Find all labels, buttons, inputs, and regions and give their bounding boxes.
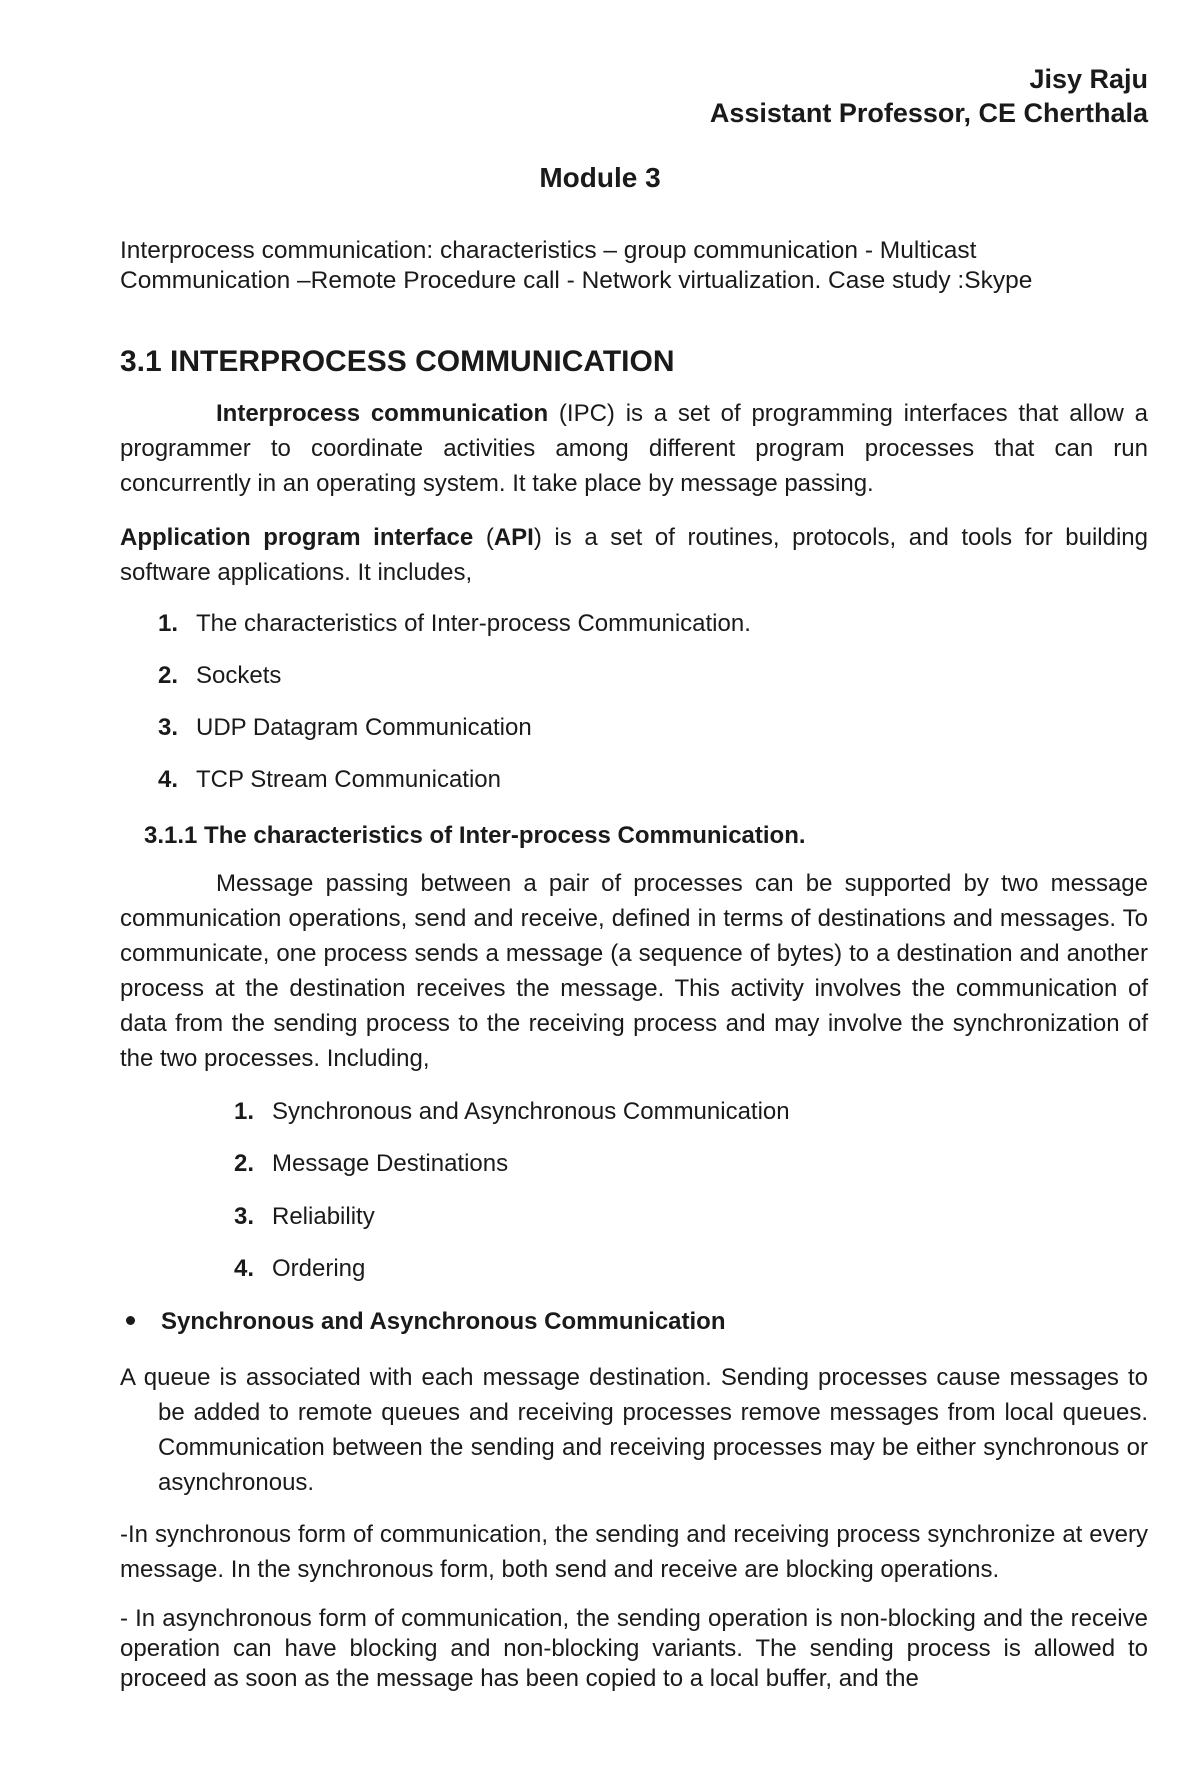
subsection-heading: 3.1.1 The characteristics of Inter-process Communication. <box>144 822 806 849</box>
api-bold-abbr: API <box>493 524 534 551</box>
syllabus-line-2: Communication –Remote Procedure call - Network virtualization. Case study :Skype <box>120 267 1033 294</box>
syllabus-line-1: Interprocess communication: characteristics – group communication - Multicast <box>120 237 977 264</box>
list-item-number: 1. <box>158 610 179 637</box>
list-item-text: Synchronous and Asynchronous Communication <box>272 1098 790 1125</box>
bullet-heading: Synchronous and Asynchronous Communication <box>161 1308 726 1335</box>
ipc-bold-term: Interprocess communication <box>216 400 549 427</box>
bullet-heading-row <box>120 1308 726 1336</box>
list-item-number: 2. <box>234 1150 255 1177</box>
ipc-paragraph <box>120 396 1148 501</box>
list-item-text: Reliability <box>272 1203 375 1230</box>
list-item <box>158 608 751 640</box>
list-item-text: Sockets <box>196 662 282 689</box>
api-paren-open: ( <box>473 524 494 551</box>
author-title: Assistant Professor, CE Cherthala <box>709 98 1148 128</box>
ipc-paragraph-text: (IPC) is a set of programming interfaces that allow a programmer to coordinate activities among different program processes that can run concurrently in an operating system. It take place by message passing. <box>120 400 1148 497</box>
api-paragraph-text: ) is a set of routines, protocols, and tools for building software applications. It includes, <box>120 524 1149 586</box>
list-item-text: TCP Stream Communication <box>196 766 501 793</box>
list-item <box>234 1096 790 1128</box>
list-item-number: 4. <box>234 1255 255 1282</box>
synchronous-paragraph: -In synchronous form of communication, the sending and receiving process synchronize at every message. In the synchronous form, both send and receive are blocking operations. <box>120 1521 1148 1583</box>
list-item-number: 4. <box>158 766 179 793</box>
list-item <box>158 660 281 692</box>
list-item-number: 3. <box>234 1203 255 1230</box>
list-item-number: 1. <box>234 1098 255 1125</box>
list-item-text: UDP Datagram Communication <box>196 714 532 741</box>
list-item-text: Ordering <box>272 1255 366 1282</box>
list-item-text: Message Destinations <box>272 1150 509 1177</box>
queue-paragraph: A queue is associated with each message destination. Sending processes cause messages to be added to remote queues and receiving processes remove messages from local queues. Communication between the sending and receiving processes may be either synchronous or asynchronous. <box>120 1364 1148 1496</box>
asynchronous-paragraph: - In asynchronous form of communication, the sending operation is non-blocking and the receive operation can have blocking and non-blocking variants. The sending process is allowed to proceed as soon as the message has been copied to a local buffer, and the <box>120 1605 1148 1692</box>
list-item-number: 2. <box>158 662 179 689</box>
list-item <box>234 1201 375 1233</box>
list-item <box>234 1253 365 1285</box>
section-heading: 3.1 INTERPROCESS COMMUNICATION <box>120 345 675 378</box>
author-name: Jisy Raju <box>1029 64 1148 94</box>
list-item <box>158 712 532 744</box>
api-paragraph <box>120 520 1148 590</box>
bullet-icon <box>126 1316 135 1325</box>
api-bold-term: Application program interface <box>120 524 474 551</box>
list-item <box>158 764 501 796</box>
list-item-number: 3. <box>158 714 179 741</box>
message-passing-paragraph: Message passing between a pair of processes can be supported by two message communication operations, send and receive, defined in terms of destinations and messages. To communicate, one process sends a message (a sequence of bytes) to a destination and another process at the destination receives the message. This activity involves the communication of data from the sending process to the receiving process and may involve the synchronization of the two processes. Including, <box>120 870 1148 1072</box>
list-item <box>234 1148 508 1180</box>
list-item-text: The characteristics of Inter-process Communication. <box>196 610 751 637</box>
module-title: Module 3 <box>539 162 661 193</box>
